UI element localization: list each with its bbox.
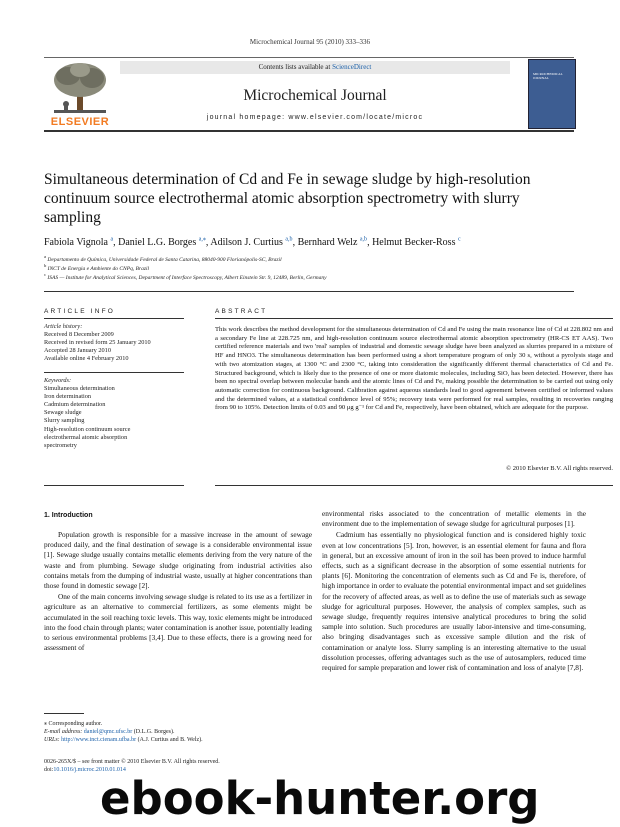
affiliation: $^a$ Departamento de Química, Universidade Federal de Santa Catarina, 88040-900 Florianópolis-SC, Brazil <box>44 254 282 263</box>
abstract-heading: ABSTRACT <box>215 308 268 315</box>
footnote-divider <box>44 713 84 714</box>
author: Helmut Becker-Ross $^c$ <box>372 237 461 249</box>
abstract-body: This work describes the method development for the simultaneous determination of Cd and Fe using the main resonance line of Cd at 228.802 nm and a secondary Fe line at 228.725 nm, and high-resolution continuum source electrothermal atomic absorption spectrometry (HR-CS ET AAS). Two certified reference materials and two 'real' samples of industrial and domestic sewage sludge have been analyzed as slurries prepared in a mixture of HF and HNO3. The simultaneous determination has been performed using a short temperature program of only 30 s, without a pyrolysis stage and with two atomization stages, at 1300 °C and 2300 °C, taking into consideration the significantly different thermal characteristics of Cd and Fe. Structured background, which is likely due to the presence of one or more diatomic molecules, including SiO, has been detected. However, there has been no spectral overlap between molecular bands and the atomic lines of Cd and Fe, making possible the determination to be carried out using only automatic correction for continuous background. Calibration against aqueous standards lead to good agreement between certified or informed values and the determined values, at a statistical confidence level of 95%; recovery tests were performed for real samples, resulting in recoveries ranging from 90 to 105%. Detection limits of 0.03 and 90 μg g⁻¹ for Cd and Fe, respectively, have been obtained, which are adequate for the purpose. <box>215 326 613 412</box>
footnote-email <box>44 728 314 736</box>
history-item: Available online 4 February 2010 <box>44 355 129 363</box>
paragraph: One of the main concerns involving sewage sludge is related to its use as a fertilizer in agriculture as an alternative to commercial fertilizers, as some elements might be accumulated in the soil reaching toxic levels. This way, toxic elements might be introduced into the food chain through plants; water contamination is another issue, potentially leading to serious environmental problems [3,4]. Due to these effects, there is a growing need for assessment of <box>44 592 312 653</box>
affiliation: $^b$ INCT de Energia e Ambiente do CNPq, Brazil <box>44 263 150 272</box>
keyword: Cadmium determination <box>44 401 106 409</box>
author: Daniel L.G. Borges $^{a,⁎}$, <box>118 237 211 249</box>
abstract-copyright: © 2010 Elsevier B.V. All rights reserved. <box>506 465 613 472</box>
author-list <box>44 236 584 248</box>
divider <box>44 372 184 373</box>
email-link[interactable]: daniel@qmc.ufsc.br <box>83 729 133 735</box>
doi-line: doi:10.1016/j.microc.2010.01.014 <box>44 767 126 773</box>
contents-bar <box>120 61 510 74</box>
author: Fabiola Vignola $^a$, <box>44 237 119 249</box>
history-label: Article history: <box>44 323 83 330</box>
affiliation: $^c$ ISAS — Institute for Analytical Sciences, Department of Interface Spectroscopy, Albert Einstein Str. 9, 12489, Berlin, Germany <box>44 272 327 281</box>
divider <box>44 318 184 319</box>
keyword: spectrometry <box>44 441 77 449</box>
body-column-left <box>44 530 312 654</box>
body-column-right <box>322 509 586 674</box>
watermark: ebook-hunter.org <box>100 772 540 825</box>
paragraph: environmental risks associated to the concentration of metallic elements in the environment due to the implementation of sewage sludge for agricultural purposes [1]. <box>322 509 586 529</box>
divider <box>215 318 613 319</box>
elsevier-wordmark: ELSEVIER <box>50 116 110 128</box>
article-info-heading: ARTICLE INFO <box>44 308 116 315</box>
keywords <box>44 377 184 450</box>
footnote-corresponding: ⁎ Corresponding author. <box>44 721 103 727</box>
footnote-urls <box>44 736 314 744</box>
doi-link[interactable]: 10.1016/j.microc.2010.01.014 <box>53 767 126 773</box>
keyword: Sewage sludge <box>44 409 82 417</box>
homepage-url-link[interactable]: www.elsevier.com/locate/microc <box>288 114 424 121</box>
journal-reference: Microchemical Journal 95 (2010) 333–336 <box>249 38 371 46</box>
sciencedirect-link[interactable]: ScienceDirect <box>332 63 372 71</box>
article-history <box>44 323 184 363</box>
issn-line: 0026-265X/$ – see front matter © 2010 Elsevier B.V. All rights reserved. <box>44 759 220 765</box>
journal-title: Microchemical Journal <box>243 87 387 104</box>
paragraph: Cadmium has essentially no physiological function and is considered highly toxic even at low concentrations [5]. Iron, however, is an essential element for fauna and flora in general, but an excessive amount of iron in the soil has been proved to induce harmful effects, such as a significant decrease in the absorption of some essential nutrients for plants [6]. Monitoring the concentration of elements such as Cd and Fe is, therefore, of high importance in order to evaluate the potential environmental impact and set guidelines for the recovery of affected areas, as well as to define the use of materials such as sewage sludge for agricultural purposes. However, the analysis of complex samples, such as sewage sludge, frequently requires intensive analytical procedures to bring the solid sample into solution. Such procedures are usually labor-intensive and time-consuming, also bringing disadvantages such as excessive sample dilution and the risk of contamination or analyte loss. Slurry sampling is an interesting alternative to the usual dissolution processes, offering advantages such as the use of autosamplers, reduced time required for sample preparation and lower risk of contamination and loss of analyte [7,8]. <box>322 530 586 673</box>
urls-label: URLs: <box>44 737 62 743</box>
divider <box>44 291 574 292</box>
url-link[interactable]: http://www.inct.cienam.ufba.br <box>61 737 137 743</box>
elsevier-logo <box>44 60 116 128</box>
homepage-label: journal homepage: <box>206 114 289 121</box>
keyword: Iron determination <box>44 393 92 401</box>
paragraph: Population growth is responsible for a massive increase in the amount of sewage produced daily, and the final destination of sewage is a considerable environmental issue [1]. Sewage sludge usually contains metallic elements deriving from the very nature of the waste and from plumbing. Sewage sludge originating from industrial activities also contains metals from the dumping of industrial waste, usually at higher concentrations than those found in domestic sewage [2]. <box>44 530 312 591</box>
tree-logo-icon <box>44 60 116 116</box>
author: Adilson J. Curtius $^{a,b}$, <box>210 237 298 249</box>
history-item: Received 8 December 2009 <box>44 331 114 339</box>
journal-cover-image <box>528 59 576 129</box>
url-suffix: (A.J. Curtius and B. Welz). <box>136 737 203 743</box>
divider <box>215 485 613 486</box>
divider <box>44 485 184 486</box>
cover-title: MICROCHEMICAL JOURNAL <box>533 72 563 80</box>
contents-label: Contents lists available at <box>258 63 333 71</box>
email-label: E-mail address: <box>44 729 84 735</box>
section-heading-introduction: 1. Introduction <box>44 512 93 519</box>
keyword: Slurry sampling <box>44 417 85 425</box>
keyword: electrothermal atomic absorption <box>44 433 128 441</box>
article-title: Simultaneous determination of Cd and Fe in sewage sludge by high-resolution continuum source electrothermal atomic absorption spectrometry with slurry sampling <box>44 171 531 226</box>
keyword: Simultaneous determination <box>44 385 115 393</box>
keywords-label: Keywords: <box>44 377 72 384</box>
history-item: Received in revised form 25 January 2010 <box>44 339 151 347</box>
author: Bernhard Welz $^{a,b}$, <box>297 237 373 249</box>
journal-homepage <box>120 114 510 121</box>
keyword: High-resolution continuum source <box>44 425 131 433</box>
history-item: Accepted 28 January 2010 <box>44 347 111 355</box>
email-suffix: (D.L.G. Borges). <box>132 729 175 735</box>
